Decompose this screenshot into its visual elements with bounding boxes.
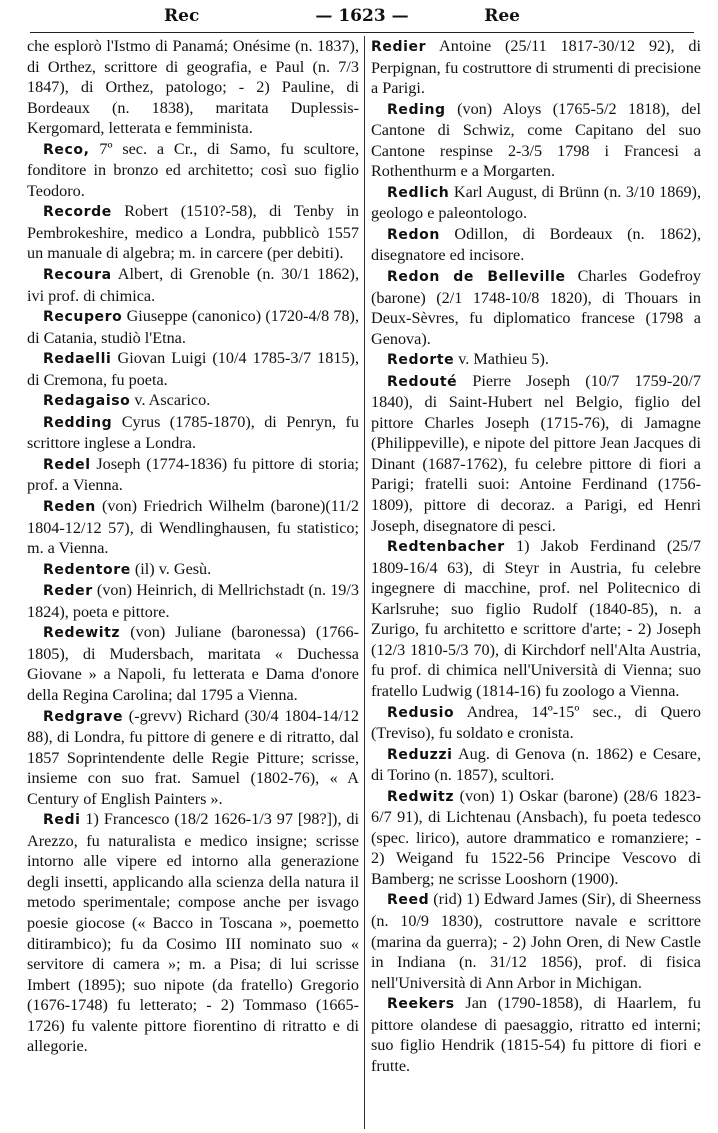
entry-headword: Redlich	[387, 184, 450, 201]
entry-headword: Reed	[387, 892, 430, 909]
entry-headword: Redon	[387, 226, 440, 243]
entry-headword: Redusio	[387, 704, 455, 721]
dictionary-entry	[371, 993, 701, 1076]
dictionary-entry	[27, 559, 359, 581]
dictionary-entry	[27, 390, 359, 412]
entry-headword: Redier	[371, 39, 427, 55]
dictionary-entry	[371, 349, 701, 371]
entry-text: Andrea, 14º-15º sec., di Quero (Treviso), fu soldato e cronista.	[371, 702, 701, 743]
column-divider	[364, 36, 365, 1129]
entry-headword: Redel	[43, 456, 91, 473]
entry-headword: Redouté	[387, 373, 458, 390]
dictionary-entry	[27, 36, 359, 139]
entry-headword: Reco,	[43, 141, 90, 158]
entry-text: (von) Aloys (1765-5/2 1818), del Cantone di Schwiz, come Capitano del suo Cantone respinse 2-3/5 1798 i Francesi a Rothenthurm e a Morgarten.	[371, 99, 701, 181]
dictionary-entry	[371, 536, 701, 701]
entry-headword: Redtenbacher	[387, 539, 505, 556]
dictionary-entry	[27, 412, 359, 454]
entry-text: (von) Juliane (baronessa) (1766-1805), di Mudersbach, maritata « Duchessa Giovane » a Napoli, fu letterata e Dama d'onore della Regina Carolina; dal 1795 a Vienna.	[27, 623, 359, 704]
entry-text: Karl August, di Brünn (n. 3/10 1869), geologo e paleontologo.	[371, 182, 701, 223]
dictionary-entry	[371, 99, 701, 182]
dictionary-entry	[371, 371, 701, 536]
entry-headword: Redagaiso	[43, 393, 131, 410]
dictionary-entry	[27, 139, 359, 202]
entry-headword: Redgrave	[43, 708, 124, 725]
entry-text: Robert (1510?-58), di Tenby in Pembrokeshire, medico a Londra, pubblicò 1557 un manuale di algebra; m. in carcere (per debiti).	[27, 202, 359, 263]
entry-text: Charles Godefroy (barone) (2/1 1748-10/8 1820), di Thouars in Deux-Sèvres, fu diplomatico francese (1798 a Genova).	[371, 267, 701, 348]
entry-text: Aug. di Genova (n. 1862) e Cesare, di Torino (n. 1857), scultori.	[371, 744, 701, 785]
entry-text: (von) Friedrich Wilhelm (barone)(11/2 1804-12/12 57), di Wendlinghausen, fu statistico; m. a Vienna.	[27, 497, 359, 558]
entry-text: v. Ascarico.	[130, 391, 211, 410]
dictionary-entry	[27, 306, 359, 348]
dictionary-entry	[371, 744, 701, 786]
entry-headword: Redentore	[43, 561, 131, 578]
entry-text: 1) Jakob Ferdinand (25/7 1809-16/4 63), di Steyr in Austria, fu celebre ingegnere di macchine, prof. nel Politecnico di Karlsruhe; suo figlio Rudolf (1840-85), n. a Zurigo, fu architetto e scrittore d'arte; - 2) Joseph (12/3 1810-5/3 70), di Kirchdorf nell'Alta Austria, fu prof. di chimica nell'Università di Vienna; suo fratello Ludwig (1814-16) fu zoologo a Vienna.	[371, 537, 701, 700]
page-number: — 1623 —	[315, 6, 409, 26]
entry-text: Giuseppe (canonico) (1720-4/8 78), di Catania, studiò l'Etna.	[27, 307, 359, 347]
dictionary-entry	[27, 580, 359, 622]
entry-headword: Recoura	[43, 267, 112, 284]
entry-headword: Recorde	[43, 204, 112, 221]
entry-text: Joseph (1774-1836) fu pittore di storia; prof. a Vienna.	[27, 454, 359, 495]
entry-text: Odillon, di Bordeaux (n. 1862), disegnatore ed incisore.	[371, 224, 701, 265]
running-head-left: Rec	[164, 6, 200, 26]
entry-text: Giovan Luigi (10/4 1785-3/7 1815), di Cremona, fu poeta.	[27, 349, 359, 389]
dictionary-entry	[371, 889, 701, 993]
entry-text: Jan (1790-1858), di Haarlem, fu pittore olandese di paesaggio, ritratto ed interni; suo figlio Hendrik (1815-54) fu pittore di fiori e frutte.	[371, 994, 701, 1075]
entry-text: (von) Heinrich, di Mellrichstadt (n. 19/3 1824), poeta e pittore.	[27, 581, 359, 621]
dictionary-entry	[371, 702, 701, 744]
entry-headword: Redaelli	[43, 351, 112, 368]
dictionary-entry	[27, 622, 359, 705]
entry-text: (-grevv) Richard (30/4 1804-14/12 88), di Londra, fu pittore di genere e di ritratto, dal 1857 Soprintendente delle Regie Pitture; scrisse, insieme con suo frat. Samuel (1802-76), « A Century of English Painters ».	[27, 706, 359, 808]
entry-text: Pierre Joseph (10/7 1759-20/7 1840), di Saint-Hubert nel Belgio, figlio del pittore Charles Joseph (1715-76), di Jamagne (Philippeville), e nipote del pittore Jean Jacques di Dinant (1687-1762), fu celebre pittore di fiori a Parigi; fratelli suoi: Antoine Ferdinand (1756-1809), pittore di decoraz. a Parigi, ed Henri Joseph, disegnatore di pesci.	[371, 371, 701, 535]
entry-text: v. Mathieu 5).	[454, 350, 549, 369]
entry-headword: Reder	[43, 583, 93, 600]
entry-text: (il) v. Gesù.	[130, 559, 212, 578]
dictionary-entry	[27, 809, 359, 1057]
entry-headword: Reduzzi	[387, 746, 453, 763]
dictionary-entry	[371, 182, 701, 224]
dictionary-entry	[371, 266, 701, 349]
entry-headword: Reekers	[387, 996, 455, 1013]
dictionary-entry	[371, 36, 701, 99]
dictionary-entry	[27, 201, 359, 264]
dictionary-entry	[371, 224, 701, 266]
entry-headword: Redi	[43, 812, 81, 829]
entry-headword: Redon de Belleville	[387, 269, 566, 286]
entry-text: 1) Francesco (18/2 1626-1/3 97 [98?]), di Arezzo, fu naturalista e medico insigne; scrisse intorno alle vipere ed intorno alla generazione degli insetti, applicando alla scienza della natura il metodo sperimentale; compose anche per isvago poesie giocose (« Bacco in Toscana », poemetto ditirambico); fu da Cosimo III nominato suo « servitore di camera »; m. a Pisa; di lui scrisse Imbert (1895); suo nipote (da fratello) Gregorio (1676-1748) fu letterato; - 2) Tommaso (1665-1726) fu valente pittore fiorentino di ritratto e di allegorie.	[27, 810, 359, 1056]
entry-headword: Redwitz	[387, 788, 455, 805]
page-header	[30, 2, 694, 32]
entry-text: 7º sec. a Cr., di Samo, fu scultore, fonditore in bronzo ed architetto; così suo figlio Teodoro.	[27, 139, 359, 200]
dictionary-entry	[27, 454, 359, 496]
entry-headword: Redorte	[387, 352, 455, 369]
running-head-right: Ree	[484, 6, 520, 26]
right-column	[371, 36, 701, 1133]
entry-text: (von) 1) Oskar (barone) (28/6 1823-6/7 91), di Lichtenau (Ansbach), fu poeta tedesco (spec. lirico), autore drammatico e romanziere; - 2) Weigand fu 1522-56 Principe Vescovo di Bamberg; ne scrisse Looshorn (1900).	[371, 786, 701, 888]
entry-text: che esplorò l'Istmo di Panamá; Onésime (n. 1837), di Orthez, scrittore di geografia, e Paul (n. 7/3 1847), di Orthez, patologo; - 2) Pauline, di Bordeaux (n. 1838), maritata Duplessis-Kergomard, letterata e femminista.	[27, 37, 359, 138]
entry-headword: Redding	[43, 414, 113, 431]
entry-text: Cyrus (1785-1870), di Penryn, fu scrittore inglese a Londra.	[27, 412, 359, 453]
entry-headword: Redewitz	[43, 625, 121, 642]
entry-text: Antoine (25/11 1817-30/12 92), di Perpignan, fu costruttore di strumenti di precisione a Parigi.	[371, 37, 701, 98]
entry-text: (rid) 1) Edward James (Sir), di Sheerness (n. 10/9 1830), costruttore navale e scrittore (marina da guerra); - 2) John Oren, di New Castle in Indiana (n. 31/12 1856), prof. di fisica nell'Università di Ann Arbor in Michigan.	[371, 890, 701, 992]
dictionary-entry	[27, 264, 359, 306]
entry-text: Albert, di Grenoble (n. 30/1 1862), ivi prof. di chimica.	[27, 265, 359, 305]
entry-headword: Reden	[43, 499, 96, 516]
left-column	[27, 36, 359, 1133]
header-rule	[30, 32, 694, 33]
dictionary-entry	[27, 348, 359, 390]
entry-headword: Reding	[387, 101, 446, 118]
entry-headword: Recupero	[43, 309, 123, 326]
dictionary-entry	[27, 496, 359, 559]
dictionary-entry	[27, 706, 359, 810]
dictionary-entry	[371, 786, 701, 890]
